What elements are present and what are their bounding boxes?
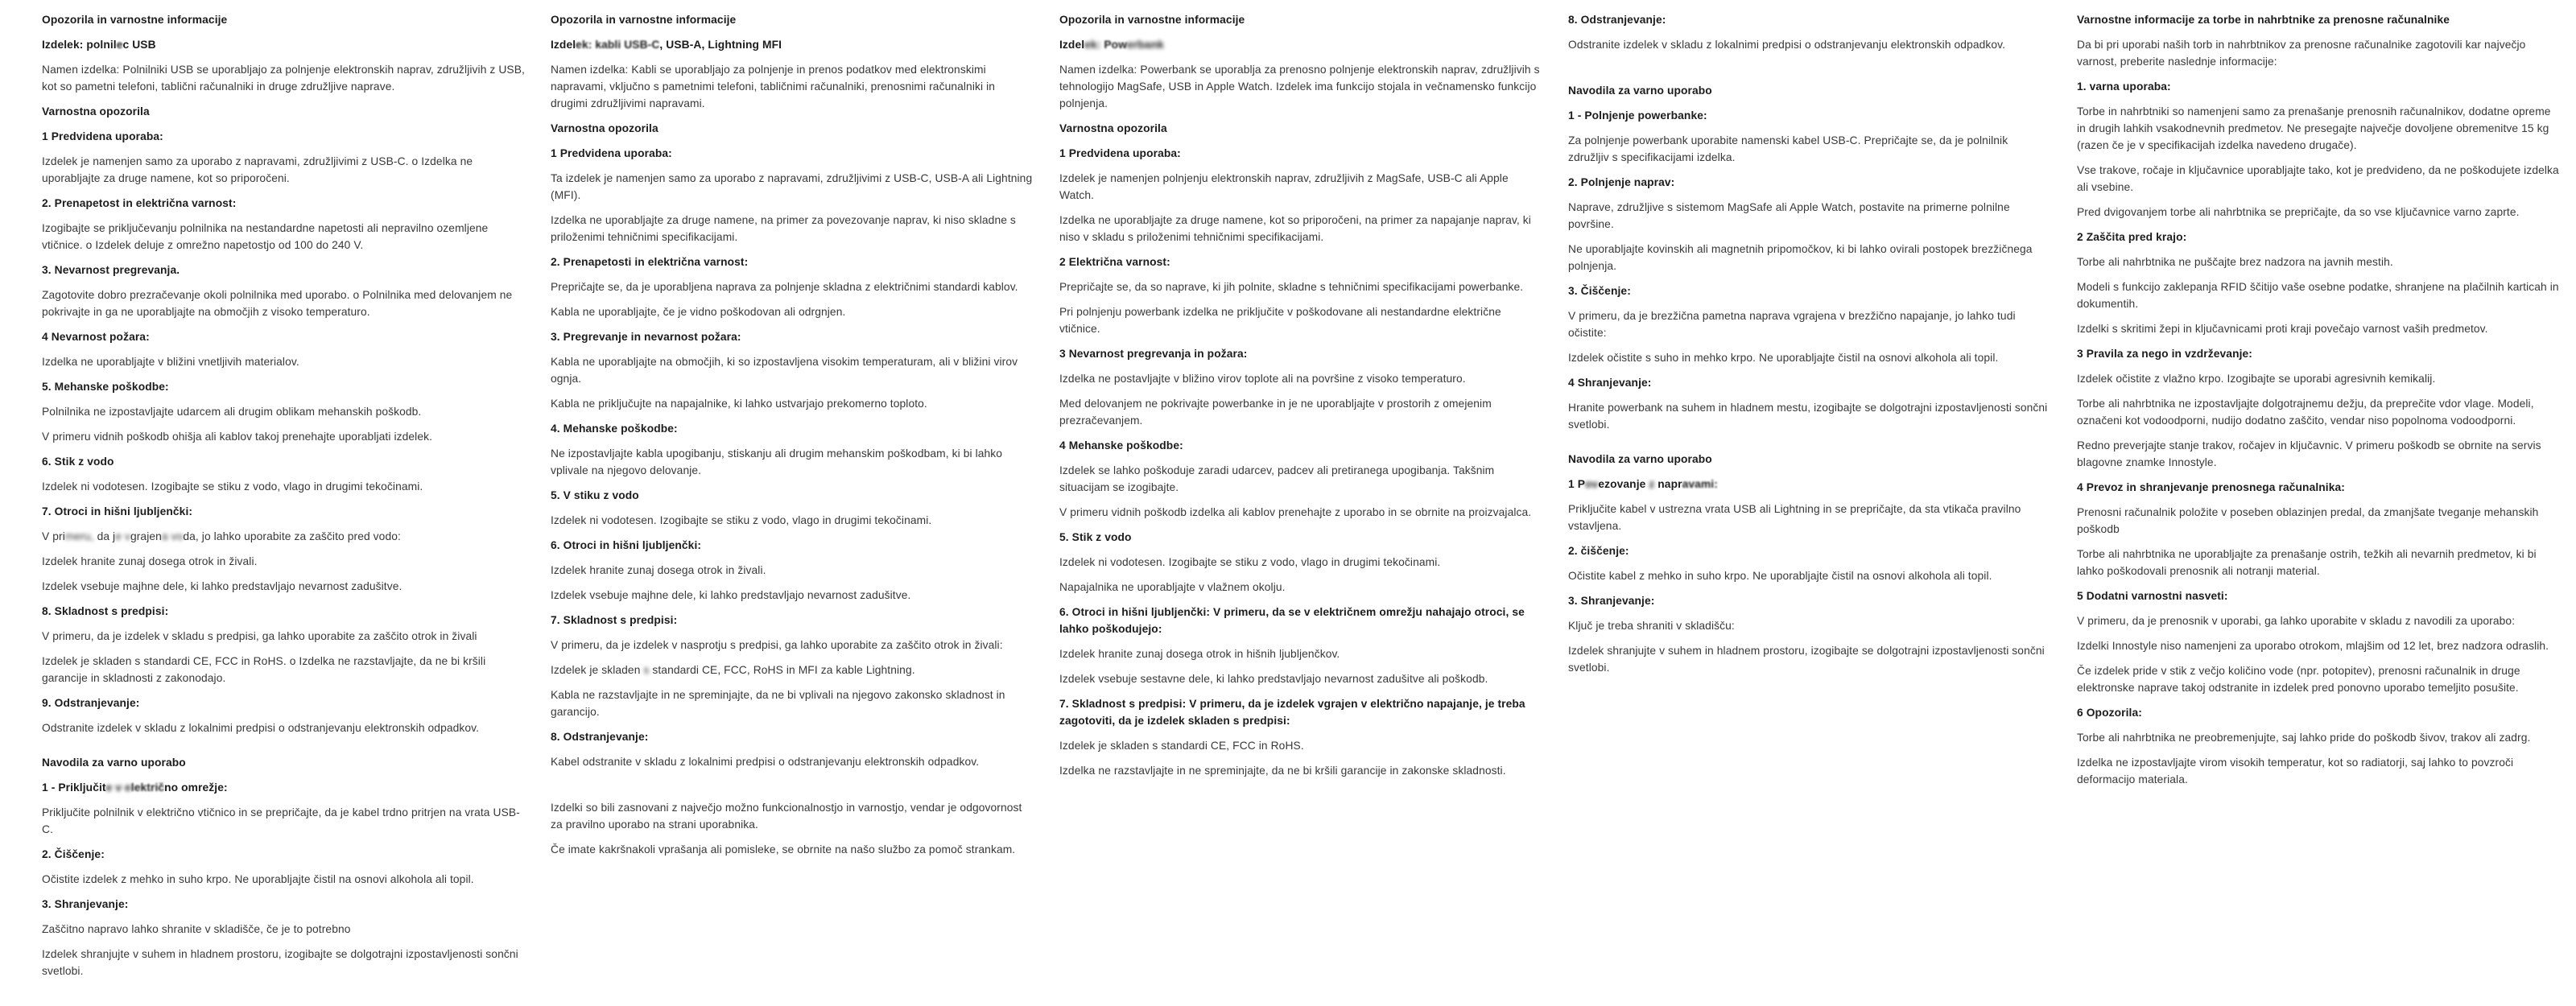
spacer — [551, 778, 1034, 799]
heading: Opozorila in varnostne informacije — [1059, 14, 1245, 26]
paragraph: Izdelka ne izpostavljajte virom visokih temperatur, kot so radiatorji, saj lahko to povzroči deformacijo materiala. — [2077, 757, 2514, 785]
heading — [42, 36, 525, 53]
paragraph: Modeli s funkcijo zaklepanja RFID ščitijo vaše osebne podatke, shranjene na plačilnih karticah in dokumentih. — [2077, 281, 2559, 310]
paragraph: Izdelek očistite z vlažno krpo. Izogibajte se uporabi agresivnih kemikalij. — [2077, 373, 2436, 385]
text-segment: napr — [1654, 478, 1682, 490]
paragraph: Hranite powerbank na suhem in hladnem mestu, izogibajte se dolgotrajni izpostavljenosti sončni svetlobi. — [1568, 402, 2048, 431]
text-segment: 1 - Priključit — [42, 781, 106, 794]
text-segment: Izdelek: polnil — [42, 39, 117, 51]
heading: 2. Prenapetost in električna varnost: — [42, 197, 237, 209]
paragraph: Izdelka ne razstavljajte in ne spreminjajte, da ne bi kršili garancije in zakonske skladnosti. — [1059, 765, 1506, 777]
text-segment: ezovanje — [1598, 478, 1649, 490]
heading: 6. Otroci in hišni ljubljenčki: — [551, 539, 702, 551]
heading — [42, 779, 525, 796]
heading: 1 Predvidena uporaba: — [1059, 147, 1181, 159]
paragraph: Prepričajte se, da so naprave, ki jih polnite, skladne s tehničnimi specifikacijami powerbanke. — [1059, 281, 1524, 293]
blurred-text-segment: erbank — [1127, 39, 1164, 51]
heading: 2 Zaščita pred krajo: — [2077, 231, 2187, 243]
paragraph: V primeru vidnih poškodb izdelka ali kablov prenehajte z uporabo in se obrnite na proizvajalca. — [1059, 506, 1532, 518]
heading — [551, 36, 1034, 53]
paragraph: V primeru vidnih poškodb ohišja ali kablov takoj prenehajte uporabljati izdelek. — [42, 431, 433, 443]
paragraph: Da bi pri uporabi naših torb in nahrbtnikov za prenosne računalnike zagotovili kar največjo varnost, preberite naslednje informacije: — [2077, 39, 2526, 68]
text-segment: da j — [97, 530, 116, 542]
paragraph: Torbe in nahrbtniki so namenjeni samo za prenašanje prenosnih računalnikov, dodatne opreme in drugih lahkih vsakodnevnih predmetov. Ne presegajte največje dovoljene obremenitve 15 kg (razen če je v specifikacijah izdelka navedeno drugače). — [2077, 105, 2551, 151]
heading: Navodila za varno uporabo — [1568, 85, 1712, 97]
heading: 2. Polnjenje naprav: — [1568, 176, 1675, 188]
heading: 2 Električna varnost: — [1059, 256, 1170, 268]
blurred-text-segment: e v — [115, 530, 130, 542]
heading: Navodila za varno uporabo — [1568, 453, 1712, 465]
paragraph: Pri polnjenju powerbank izdelka ne priključite v poškodovane ali nestandardne električne vtičnice. — [1059, 306, 1501, 335]
heading: 4. Mehanske poškodbe: — [551, 423, 678, 435]
paragraph: V primeru, da je brezžična pametna naprava vgrajena v brezžično napajanje, jo lahko tudi očistite: — [1568, 310, 2016, 339]
paragraph: Izdelek shranjujte v suhem in hladnem prostoru, izogibajte se dolgotrajni izpostavljenosti sončni svetlobi. — [42, 948, 518, 977]
paragraph: Izdelek je skladen s standardi CE, FCC in RoHS. o Izdelka ne razstavljajte, da ne bi kršili garancije in skladnosti z zakonodajo. — [42, 655, 486, 684]
paragraph: Polnilnika ne izpostavljajte udarcem ali drugim oblikam mehanskih poškodb. — [42, 406, 422, 418]
blurred-text-segment: s — [643, 664, 653, 676]
paragraph: V primeru, da je izdelek v skladu s predpisi, ga lahko uporabite za zaščito otrok in živali — [42, 630, 477, 642]
heading: 5. Mehanske poškodbe: — [42, 381, 169, 393]
paragraph: Izdelek vsebuje majhne dele, ki lahko predstavljajo nevarnost zadušitve. — [551, 589, 911, 601]
paragraph: Izdelki so bili zasnovani z največjo možno funkcionalnostjo in varnostjo, vendar je odgovornost za pravilno uporabo na strani uporabnika. — [551, 802, 1022, 831]
paragraph: Prenosni računalnik položite v poseben oblazinjen predal, da zmanjšate tveganje mehanskih poškodb — [2077, 506, 2539, 535]
heading: Varnostna opozorila — [551, 122, 658, 134]
heading: 1 - Polnjenje powerbanke: — [1568, 109, 1707, 122]
heading: 8. Odstranjevanje: — [551, 731, 649, 743]
paragraph: Izdelka ne uporabljajte za druge namene, na primer za povezovanje naprav, ki niso skladne s priloženimi tehničnimi specifikacijami. — [551, 214, 1016, 243]
paragraph: Če izdelek pride v stik z večjo količino vode (npr. potopitev), prenosni računalnik in druge elektronske naprave takoj odstranite in izdelek pred ponovno uporabo temeljito posušite. — [2077, 665, 2520, 694]
paragraph: Namen izdelka: Kabli se uporabljajo za polnjenje in prenos podatkov med elektronskimi napravami, vključno s pametnimi telefoni, tabličnimi računalniki, prenosnimi računalniki in drugimi združljivimi napravami. — [551, 64, 996, 109]
paragraph: Izdelek ni vodotesen. Izogibajte se stiku z vodo, vlago in drugimi tekočinami. — [1059, 556, 1441, 568]
paragraph: Namen izdelka: Polnilniki USB se uporabljajo za polnjenje elektronskih naprav, združljivih z USB, kot so pametni telefoni, tablični računalniki in druge združljive naprave. — [42, 64, 525, 93]
paragraph: Izdelek je skladen s standardi CE, FCC in RoHS. — [1059, 740, 1304, 752]
paragraph: Naprave, združljive s sistemom MagSafe ali Apple Watch, postavite na primerne polnilne površine. — [1568, 201, 2010, 230]
heading: 5. Stik z vodo — [1059, 531, 1132, 543]
blurred-text-segment: e — [116, 39, 123, 51]
heading: Varnostna opozorila — [1059, 122, 1167, 134]
spacer — [42, 744, 525, 754]
blurred-text-segment: Pow — [1104, 39, 1128, 51]
text-segment: 1 P — [1568, 478, 1586, 490]
heading: 6. Otroci in hišni ljubljenčki: V primeru, da se v električnem omrežju nahajajo otroci, se lahko poškodujejo: — [1059, 606, 1525, 635]
heading: 5. V stiku z vodo — [551, 489, 639, 501]
heading: 3. Shranjevanje: — [42, 898, 129, 910]
heading — [1568, 476, 2051, 493]
heading: 7. Skladnost s predpisi: V primeru, da je izdelek vgrajen v električno napajanje, je treba zagotoviti, da je izdelek skladen s predpisi: — [1059, 698, 1525, 727]
heading: 3 Nevarnost pregrevanja in požara: — [1059, 348, 1248, 360]
heading — [1059, 36, 1542, 53]
heading: 3. Nevarnost pregrevanja. — [42, 264, 180, 276]
heading: 8. Skladnost s predpisi: — [42, 605, 169, 617]
heading: 3. Čiščenje: — [1568, 285, 1631, 297]
blurred-text-segment: ek: — [1084, 39, 1104, 51]
paragraph: Izdelek vsebuje sestavne dele, ki lahko predstavljajo nevarnost zadušitve ali poškodb. — [1059, 673, 1488, 685]
paragraph: Kabla ne razstavljajte in ne spreminjajte, da ne bi vplivali na njegovo zakonsko skladnost in garancijo. — [551, 689, 1005, 718]
paragraph: Ključ je treba shraniti v skladišču: — [1568, 620, 1735, 632]
paragraph: Redno preverjajte stanje trakov, ročajev in ključavnic. V primeru poškodb se obrnite na servis blagovne znamke Innostyle. — [2077, 439, 2541, 468]
heading: 7. Otroci in hišni ljubljenčki: — [42, 505, 193, 517]
paragraph: Napajalnika ne uporabljajte v vlažnem okolju. — [1059, 581, 1286, 593]
blurred-text-segment: a vo — [161, 530, 184, 542]
heading: 1. varna uporaba: — [2077, 80, 2171, 93]
heading: 3 Pravila za nego in vzdrževanje: — [2077, 348, 2253, 360]
heading: 2. čiščenje: — [1568, 545, 1629, 557]
paragraph: Torbe ali nahrbtnika ne preobremenjujte, saj lahko pride do poškodb šivov, trakov ali zadrg. — [2077, 732, 2531, 744]
paragraph: V primeru, da je izdelek v nasprotju s predpisi, ga lahko uporabite za zaščito otrok in živali: — [551, 639, 1003, 651]
paragraph: Kabla ne uporabljajte, če je vidno poškodovan ali odrgnjen. — [551, 306, 846, 318]
paragraph: Izdelek je namenjen samo za uporabo z napravami, združljivimi z USB-C. o Izdelka ne uporabljajte za druge namene, kot so priporočeni. — [42, 155, 473, 184]
heading: 3. Pregrevanje in nevarnost požara: — [551, 331, 741, 343]
paragraph: Očistite kabel z mehko in suho krpo. Ne uporabljajte čistil na osnovi alkohola ali topil. — [1568, 570, 1992, 582]
blurred-text-segment: ov — [1585, 478, 1599, 490]
heading: 6. Stik z vodo — [42, 456, 114, 468]
heading: 9. Odstranjevanje: — [42, 697, 140, 709]
blurred-text-segment: z — [1649, 478, 1655, 490]
paragraph: Torbe ali nahrbtnika ne uporabljajte za prenašanje ostrih, težkih ali nevarnih predmetov, ki bi lahko poškodovali prenosnik ali notranji material. — [2077, 548, 2537, 577]
text-segment: Izdel — [551, 39, 576, 51]
paragraph: Kabla ne uporabljajte na območjih, ki so izpostavljena visokim temperaturam, ali v bližini virov ognja. — [551, 356, 1018, 385]
paragraph: Vse trakove, ročaje in ključavnice uporabljajte tako, kot je predvideno, da ne poškodujete izdelka ali vsebine. — [2077, 164, 2559, 193]
paragraph: Izdelka ne postavljajte v bližino virov toplote ali na površine z visoko temperaturo. — [1059, 373, 1466, 385]
paragraph: Kabel odstranite v skladu z lokalnimi predpisi o odstranjevanju elektronskih odpadkov. — [551, 756, 980, 768]
paragraph: Torbe ali nahrbtnika ne puščajte brez nadzora na javnih mestih. — [2077, 256, 2393, 268]
heading: Navodila za varno uporabo — [42, 757, 186, 769]
heading: 8. Odstranjevanje: — [1568, 14, 1666, 26]
heading: 6 Opozorila: — [2077, 707, 2142, 719]
heading: Opozorila in varnostne informacije — [42, 14, 228, 26]
text-column-5 — [2077, 11, 2560, 1006]
paragraph — [42, 528, 525, 545]
blurred-text-segment: ek: kabli USB-C — [576, 39, 660, 51]
heading: Varnostne informacije za torbe in nahrbtnike za prenosne računalnike — [2077, 14, 2450, 26]
text-segment: Izdel — [1059, 39, 1085, 51]
blurred-text-segment: meru, — [64, 530, 97, 542]
paragraph: Izdelek hranite zunaj dosega otrok in hišnih ljubljenčkov. — [1059, 648, 1340, 660]
paragraph: Očistite izdelek z mehko in suho krpo. Ne uporabljajte čistil na osnovi alkohola ali topil. — [42, 873, 474, 885]
paragraph: Med delovanjem ne pokrivajte powerbanke in je ne uporabljajte v prostorih z omejenim prezračevanjem. — [1059, 398, 1492, 427]
paragraph: Izdelek je namenjen polnjenju elektronskih naprav, združljivih z MagSafe, USB-C ali Apple Watch. — [1059, 172, 1509, 201]
spacer — [1568, 61, 2051, 82]
text-column-4 — [1568, 11, 2051, 1006]
paragraph: Ne izpostavljajte kabla upogibanju, stiskanju ali drugim mehanskim poškodbam, ki bi lahko vplivale na njegovo delovanje. — [551, 447, 1003, 476]
paragraph: Zaščitno napravo lahko shranite v skladišče, če je to potrebno — [42, 923, 351, 935]
paragraph: Če imate kakršnakoli vprašanja ali pomisleke, se obrnite na našo službo za pomoč strankam. — [551, 843, 1016, 856]
paragraph: Izdelek ni vodotesen. Izogibajte se stiku z vodo, vlago in drugimi tekočinami. — [551, 514, 932, 526]
heading: 5 Dodatni varnostni nasveti: — [2077, 590, 2228, 602]
text-segment: grajen — [130, 530, 162, 542]
text-segment: , USB-A, Lightning MFI — [659, 39, 782, 51]
heading: 3. Shranjevanje: — [1568, 595, 1655, 607]
paragraph: Pred dvigovanjem torbe ali nahrbtnika se prepričajte, da so vse ključavnice varno zaprte. — [2077, 206, 2520, 218]
text-column-1 — [42, 11, 525, 1006]
paragraph: Izdelki Innostyle niso namenjeni za uporabo otrokom, mlajšim od 12 let, brez nadzora odraslih. — [2077, 640, 2549, 652]
blurred-text-segment: e v e — [105, 781, 131, 794]
text-column-2 — [551, 11, 1034, 1006]
paragraph: Izdelek ni vodotesen. Izogibajte se stiku z vodo, vlago in drugimi tekočinami. — [42, 480, 423, 493]
text-segment: no omrežje: — [164, 781, 228, 794]
text-segment: c USB — [122, 39, 156, 51]
heading: 4 Nevarnost požara: — [42, 331, 150, 343]
paragraph — [551, 662, 1034, 678]
text-column-3 — [1059, 11, 1542, 1006]
heading: 4 Prevoz in shranjevanje prenosnega računalnika: — [2077, 481, 2345, 493]
paragraph: Izdelka ne uporabljajte v bližini vnetljivih materialov. — [42, 356, 299, 368]
paragraph: Prepričajte se, da je uporabljena naprava za polnjenje skladna z električnimi standardi kablov. — [551, 281, 1018, 293]
paragraph: Izogibajte se priključevanju polnilnika na nestandardne napetosti ali nepravilno ozemljene vtičnice. o Izdelek deluje z omrežno napetostjo od 100 do 240 V. — [42, 222, 489, 251]
paragraph: Izdelek vsebuje majhne dele, ki lahko predstavljajo nevarnost zadušitve. — [42, 580, 402, 592]
heading: 4 Shranjevanje: — [1568, 377, 1652, 389]
paragraph: Priključite polnilnik v električno vtičnico in se prepričajte, da je kabel trdno pritrjen na vrata USB-C. — [42, 806, 520, 835]
paragraph: Zagotovite dobro prezračevanje okoli polnilnika med uporabo. o Polnilnika med delovanjem ne pokrivajte in ga ne uporabljajte na območjih z visoko temperaturo. — [42, 289, 513, 318]
heading: 1 Predvidena uporaba: — [551, 147, 672, 159]
spacer — [1568, 441, 2051, 451]
text-segment: standardi CE, FCC, RoHS in MFI za kable Lightning. — [652, 664, 915, 676]
paragraph: Izdelek hranite zunaj dosega otrok in živali. — [42, 555, 258, 567]
paragraph: Priključite kabel v ustrezna vrata USB ali Lightning in se prepričajte, da sta vtikača pravilno vstavljena. — [1568, 503, 2021, 532]
paragraph: Kabla ne priključujte na napajalnike, ki lahko ustvarjajo prekomerno toploto. — [551, 398, 927, 410]
heading: 2. Čiščenje: — [42, 848, 105, 860]
paragraph: Izdelek se lahko poškoduje zaradi udarcev, padcev ali pretiranega upogibanja. Takšnim situacijam se izogibajte. — [1059, 464, 1495, 493]
heading: 7. Skladnost s predpisi: — [551, 614, 678, 626]
heading: Varnostna opozorila — [42, 105, 150, 118]
heading: 2. Prenapetosti in električna varnost: — [551, 256, 749, 268]
paragraph: Ne uporabljajte kovinskih ali magnetnih pripomočkov, ki bi lahko ovirali postopek brezžičnega polnjenja. — [1568, 243, 2033, 272]
text-segment: da, jo lahko uporabite za zaščito pred vodo: — [183, 530, 401, 542]
heading: Opozorila in varnostne informacije — [551, 14, 737, 26]
text-segment: Izdelek je skladen — [551, 664, 644, 676]
paragraph: Namen izdelka: Powerbank se uporablja za prenosno polnjenje elektronskih naprav, združljivih s tehnologijo MagSafe, USB in Apple Watch. Izdelek ima funkcijo stojala in večnamensko funkcijo polnjenja. — [1059, 64, 1540, 109]
paragraph: Izdelek shranjujte v suhem in hladnem prostoru, izogibajte se dolgotrajni izpostavljenosti sončni svetlobi. — [1568, 645, 2045, 674]
heading: 4 Mehanske poškodbe: — [1059, 439, 1183, 451]
paragraph: Izdelek očistite s suho in mehko krpo. Ne uporabljajte čistil na osnovi alkohola ali topil. — [1568, 352, 1999, 364]
paragraph: Izdelek hranite zunaj dosega otrok in živali. — [551, 564, 766, 576]
paragraph: Izdelka ne uporabljajte za druge namene, kot so priporočeni, na primer za napajanje naprav, ki niso v skladu s priloženimi tehničnimi specifikacijami. — [1059, 214, 1531, 243]
blurred-text-segment: avami: — [1682, 478, 1718, 490]
text-segment: V pri — [42, 530, 65, 542]
paragraph: Odstranite izdelek v skladu z lokalnimi predpisi o odstranjevanju elektronskih odpadkov. — [42, 722, 480, 734]
heading: 1 Predvidena uporaba: — [42, 130, 163, 142]
paragraph: Ta izdelek je namenjen samo za uporabo z napravami, združljivimi z USB-C, USB-A ali Lightning (MFI). — [551, 172, 1033, 201]
paragraph: Izdelki s skritimi žepi in ključavnicami proti kraji povečajo varnost vaših predmetov. — [2077, 323, 2488, 335]
paragraph: V primeru, da je prenosnik v uporabi, ga lahko uporabite v skladu z navodili za uporabo: — [2077, 615, 2516, 627]
paragraph: Torbe ali nahrbtnika ne izpostavljajte dolgotrajnemu dežju, da preprečite vdor vlage. Modeli, označeni kot vodoodporni, nudijo dodatno zaščito, vendar niso popolnoma vodoodporni. — [2077, 398, 2534, 427]
blurred-text-segment: lektrič — [130, 781, 165, 794]
paragraph: Odstranite izdelek v skladu z lokalnimi predpisi o odstranjevanju elektronskih odpadkov. — [1568, 39, 2006, 51]
paragraph: Za polnjenje powerbank uporabite namenski kabel USB-C. Prepričajte se, da je polnilnik združljiv s specifikacijami izdelka. — [1568, 134, 2008, 163]
